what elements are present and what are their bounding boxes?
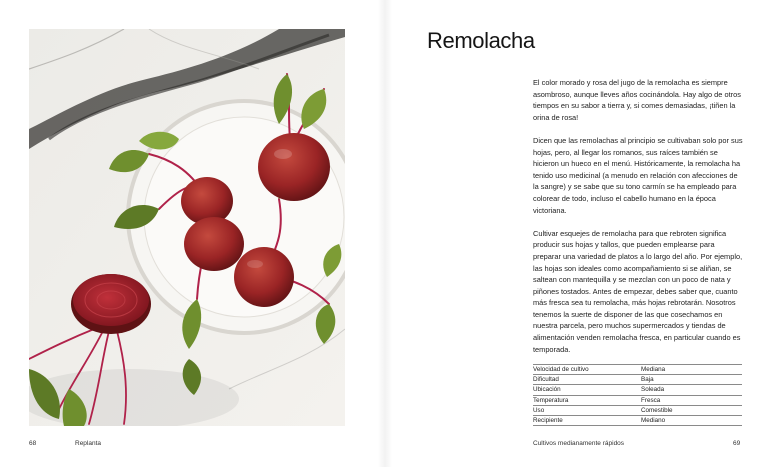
book-gutter — [378, 0, 392, 467]
table-key: Uso — [533, 405, 641, 415]
table-row — [533, 405, 742, 415]
table-key: Temperatura — [533, 395, 641, 405]
table-value: Mediana — [641, 365, 742, 375]
table-row — [533, 415, 742, 425]
table-value: Soleada — [641, 385, 742, 395]
table-value: Fresca — [641, 395, 742, 405]
left-section-title: Replanta — [75, 440, 102, 447]
paragraph-intro: El color morado y rosa del jugo de la remolacha es siempre asombroso, aunque lleves años cocinándola. Hay algo de otros tiempos en su sabor a tierra y, si comes demasiadas, ¡tiñen la orina de rosa! — [533, 78, 741, 122]
table-value: Baja — [641, 375, 742, 385]
table-row — [533, 365, 742, 375]
table-key: Ubicación — [533, 385, 641, 395]
article-body — [533, 77, 743, 367]
growing-info-table — [533, 364, 742, 426]
page-title: Remolacha — [427, 28, 535, 53]
beetroot-photo — [29, 29, 345, 426]
table-row — [533, 385, 742, 395]
left-page-number: 68 — [29, 440, 37, 447]
table-key: Recipiente — [533, 415, 641, 425]
table-value: Mediano — [641, 415, 742, 425]
right-section-title: Cultivos medianamente rápidos — [533, 440, 625, 447]
table-value: Comestible — [641, 405, 742, 415]
table-row — [533, 395, 742, 405]
table-key: Velocidad de cultivo — [533, 365, 641, 375]
table-row — [533, 375, 742, 385]
paragraph-cultivation: Cultivar esquejes de remolacha para que rebroten significa producir sus hojas y tallos, que pueden emplearse para preparar una variedad de platos a lo largo del año. Por ejemplo, las hojas son ideales como acompañamiento si se aliñan, se saltean con mantequilla y se mezclan con un poco de nata y piñones tostados. Antes de empezar, debes saber que, cuanto más fresca sea tu remolacha, más hojas rebrotarán. Nosotros tenemos la suerte de disponer de las que cosechamos en nuestra parcela, pero muchos supermercados y tiendas de alimentación venden remolacha fresca, en particular cuando es temporada. — [533, 228, 743, 354]
right-page-number: 69 — [733, 440, 741, 447]
table-key: Dificultad — [533, 375, 641, 385]
paragraph-history: Dicen que las remolachas al principio se cultivaban solo por sus hojas, pero, al llegar los romanos, sus raíces también se hicieron un hueco en el menú. Históricamente, la remolacha ha tenido uso medicinal (a menudo en relación con afecciones de la sangre) y se sabe que su tono carmín se ha empleado para colorear de todo, incluso el cabello humano en la época victoriana. — [533, 135, 743, 215]
